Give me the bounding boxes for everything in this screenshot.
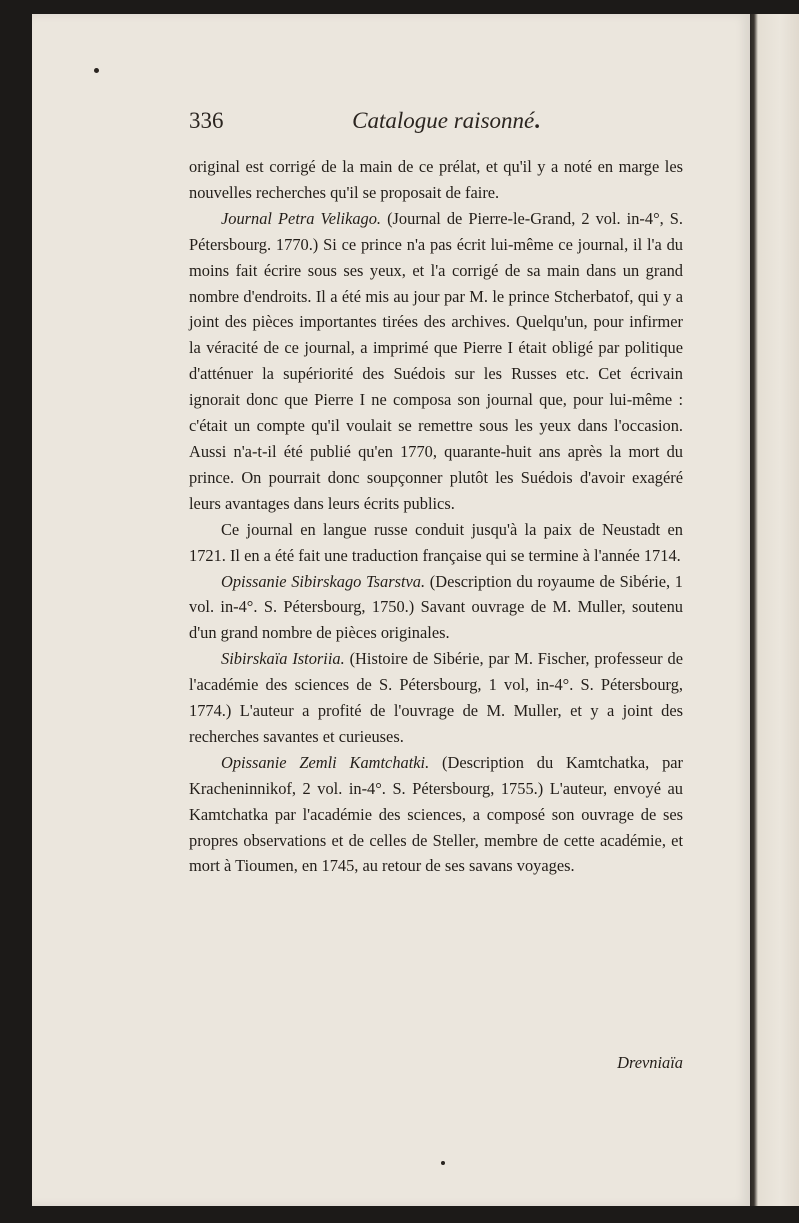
ink-speck	[441, 1161, 445, 1165]
entry-title: Journal Petra Velikago.	[221, 208, 382, 228]
paragraph-continuation	[189, 154, 683, 206]
catalogue-entry-opissanie-zemli-kamtchatki	[189, 750, 683, 880]
entry-description: (Description du Kamtchatka, par Kracheninnikof, 2 vol. in-4°. S. Pétersbourg, 1755.) L'auteur, envoyé au Kamtchatka par l'académie des sciences, a composé son ouvrage de ses propres observations et de celles de Steller, membre de cette académie, et mort à Tioumen, en 1745, au retour de ses savans voyages.	[189, 752, 683, 876]
entry-title: Opissanie Zemli Kamtchatki.	[221, 752, 430, 772]
catalogue-entry-opissanie-sibirskago	[189, 569, 683, 647]
facing-page-edge	[750, 14, 799, 1206]
page-number: 336	[189, 108, 224, 133]
entry-description: (Journal de Pierre-le-Grand, 2 vol. in-4°, S. Pétersbourg. 1770.) Si ce prince n'a pas écrit lui-même ce journal, il l'a du moins fait écrire sous ses yeux, et l'a corrigé de sa main dans un grand nombre d'endroits. Il a été mis au jour par M. le prince Stcherbatof, qui y a joint des pièces importantes tirées des archives. Quelqu'un, pour infirmer la véracité de ce journal, a imprimé que Pierre I était obligé par politique d'atténuer la supériorité des Suédois sur les Russes etc. Cet écrivain ignorait donc que Pierre I ne composa son journal que, pour lui-même : c'était un compte qu'il voulait se remettre sous les yeux dans l'occasion. Aussi n'a-t-il été publié qu'en 1770, quarante-huit ans après la mort du prince. On pourrait donc soupçonner plutôt les Suédois d'avoir exagéré leurs avantages dans leurs écrits publics.	[189, 208, 684, 513]
paragraph-text: original est corrigé de la main de ce prélat, et qu'il y a noté en marge les nouvelles recherches qu'il se proposait de faire.	[189, 157, 683, 202]
entry-title: Opissanie Sibirskago Tsarstva.	[221, 571, 426, 591]
catalogue-entry-journal-petra-velikago	[189, 206, 683, 517]
running-title	[352, 108, 540, 134]
catchword: Drevniaïa	[617, 1053, 683, 1072]
paragraph-journal-note	[189, 517, 683, 569]
running-title-punct: .	[534, 108, 540, 133]
running-title-text: Catalogue raisonné	[352, 108, 535, 133]
entry-description: (Histoire de Sibérie, par M. Fischer, professeur de l'académie des sciences de S. Pétersbourg, 1 vol, in-4°. S. Pétersbourg, 1774.) L'auteur a profité de l'ouvrage de M. Muller, et y a joint des recherches savantes et curieuses.	[189, 649, 683, 746]
entry-description: (Description du royaume de Sibérie, 1 vol. in-4°. S. Pétersbourg, 1750.) Savant ouvrage de M. Muller, soutenu d'un grand nombre de pièces originales.	[189, 571, 683, 643]
entry-title: Sibirskaïa Istoriia.	[221, 649, 345, 669]
catalogue-entry-sibirskaia-istoriia	[189, 646, 683, 750]
ink-speck	[94, 68, 99, 73]
paragraph-text: Ce journal en langue russe conduit jusqu'à la paix de Neustadt en 1721. Il en a été fait une traduction française qui se termine à l'année 1714.	[189, 519, 683, 565]
body-text	[189, 154, 683, 879]
page-header	[189, 106, 683, 140]
